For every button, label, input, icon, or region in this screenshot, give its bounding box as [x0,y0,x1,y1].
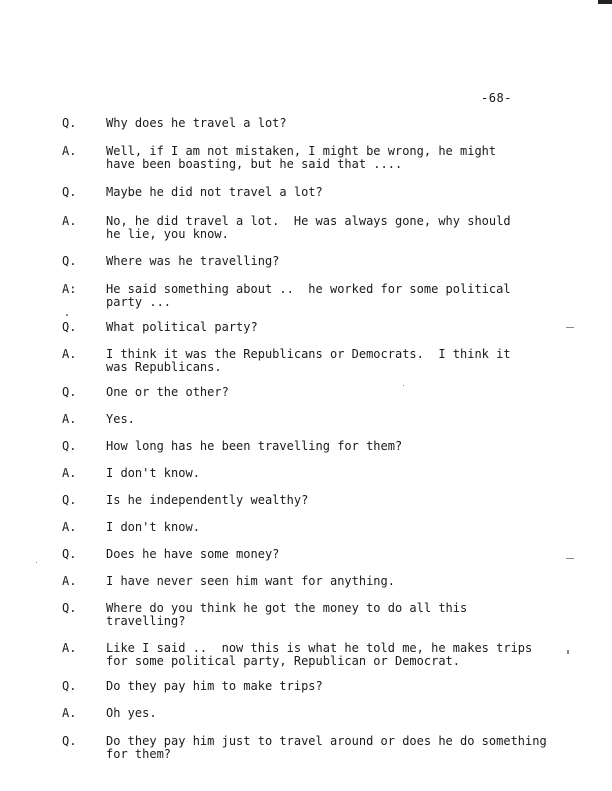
speaker-label: A. [62,520,77,534]
question-entry [62,321,552,334]
question-entry [62,680,552,693]
answer-entry [62,521,552,534]
speaker-label: A. [62,574,77,588]
speaker-label: A. [62,412,77,426]
speaker-label: A. [62,706,77,720]
statement-text: I don't know. [106,466,200,480]
statement-text: Why does he travel a lot? [106,116,287,130]
scan-speck [566,327,574,328]
statement-text: No, he did travel a lot. He was always gone, why should he lie, you know. [106,214,511,241]
speaker-label: Q. [62,320,77,334]
statement-text: He said something about .. he worked for some political party ... [106,282,511,309]
scan-speck [566,558,574,559]
question-entry [62,117,552,130]
scan-corner-mark [598,0,612,4]
answer-entry [62,642,552,668]
page-number: -68- [481,91,512,105]
question-entry [62,386,552,399]
scan-speck [403,385,404,386]
answer-entry [62,348,552,374]
statement-text: I think it was the Republicans or Democrats. I think it was Republicans. [106,347,511,374]
answer-entry [62,283,552,309]
answer-entry [62,467,552,480]
answer-entry [62,145,552,171]
speaker-label: Q. [62,679,77,693]
speaker-label: Q. [62,254,77,268]
question-entry [62,548,552,561]
speaker-label: A. [62,144,77,158]
answer-entry [62,215,552,241]
statement-text: How long has he been travelling for them? [106,439,403,453]
speaker-label: A. [62,641,77,655]
speaker-label: Q. [62,185,77,199]
question-entry [62,735,552,761]
speaker-label: A: [62,282,77,296]
statement-text: I don't know. [106,520,200,534]
speaker-label: Q. [62,439,77,453]
statement-text: Yes. [106,412,135,426]
scan-speck [567,650,569,654]
speaker-label: Q. [62,116,77,130]
speaker-label: Q. [62,601,77,615]
statement-text: One or the other? [106,385,229,399]
answer-entry [62,413,552,426]
speaker-label: A. [62,347,77,361]
speaker-label: A. [62,214,77,228]
speaker-label: Q. [62,493,77,507]
statement-text: Where was he travelling? [106,254,280,268]
question-entry [62,494,552,507]
answer-entry [62,575,552,588]
statement-text: Oh yes. [106,706,157,720]
speaker-label: A. [62,466,77,480]
statement-text: Well, if I am not mistaken, I might be wrong, he might have been boasting, but he said that .... [106,144,497,171]
statement-text: Like I said .. now this is what he told me, he makes trips for some political party, Republican or Democrat. [106,641,533,668]
scan-speck [66,314,68,316]
statement-text: Does he have some money? [106,547,280,561]
statement-text: Maybe he did not travel a lot? [106,185,323,199]
answer-entry [62,707,552,720]
speaker-label: Q. [62,547,77,561]
question-entry [62,186,552,199]
statement-text: Is he independently wealthy? [106,493,309,507]
statement-text: I have never seen him want for anything. [106,574,395,588]
question-entry [62,440,552,453]
speaker-label: Q. [62,385,77,399]
question-entry [62,255,552,268]
statement-text: Do they pay him to make trips? [106,679,323,693]
scan-speck [36,562,37,563]
statement-text: Do they pay him just to travel around or does he do something for them? [106,734,547,761]
question-entry [62,602,552,628]
statement-text: What political party? [106,320,258,334]
transcript [62,117,552,761]
speaker-label: Q. [62,734,77,748]
statement-text: Where do you think he got the money to do all this travelling? [106,601,468,628]
